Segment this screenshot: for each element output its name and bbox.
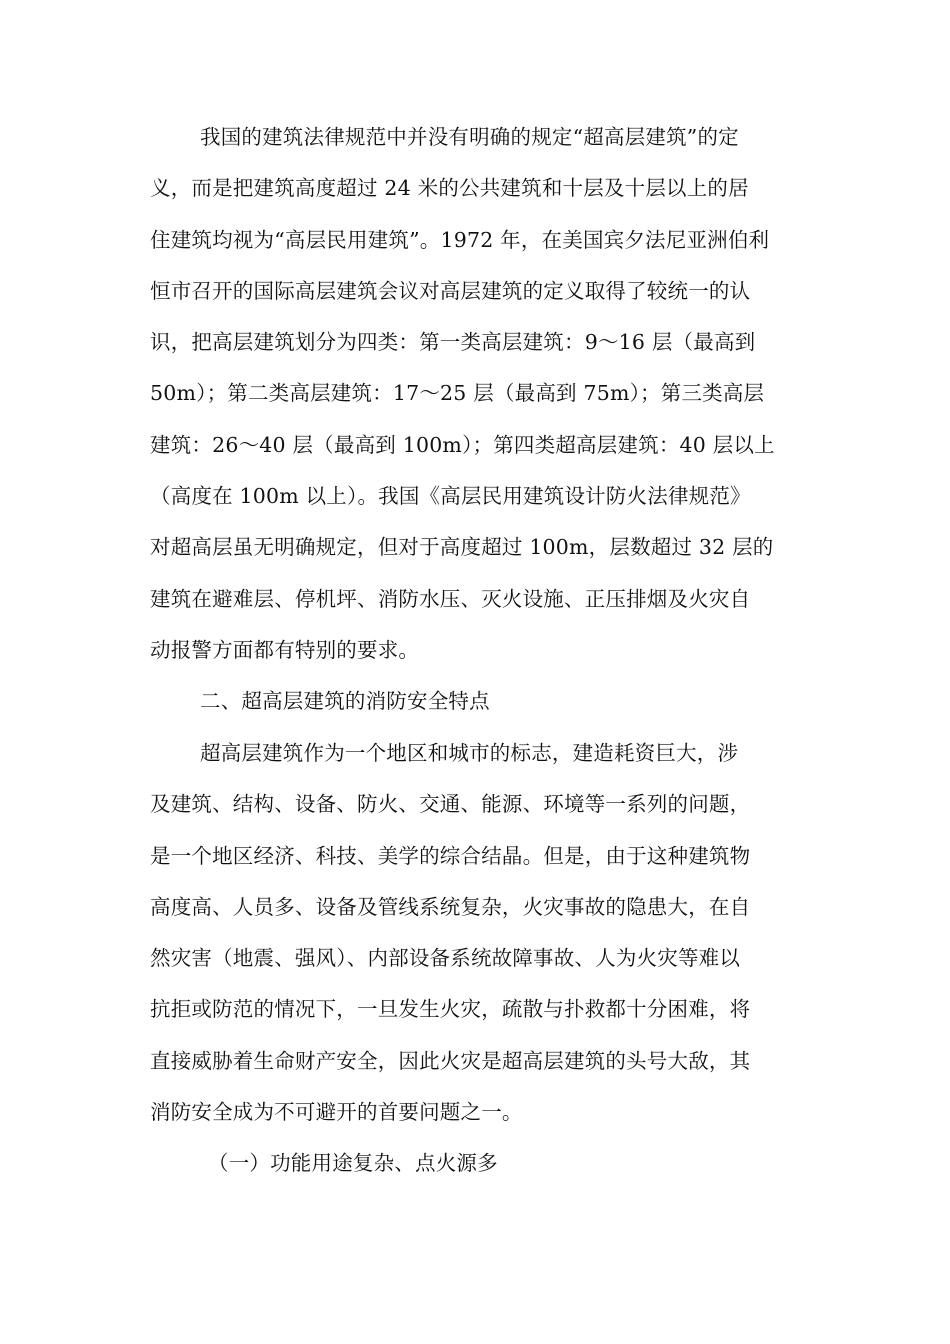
paragraph-characteristics [150, 728, 800, 1138]
section-heading [150, 676, 800, 727]
paragraph-line: 50m）；第二类高层建筑：17～25 层（最高到 75m）；第三类高层 [150, 381, 765, 406]
paragraph-line: 住建筑均视为“高层民用建筑”。1972 年，在美国宾夕法尼亚洲伯利 [150, 227, 770, 252]
paragraph-line: 是一个地区经济、科技、美学的综合结晶。但是，由于这种建筑物 [150, 843, 751, 868]
paragraph-line: （高度在 100m 以上）。我国《高层民用建筑设计防火法律规范》 [150, 484, 751, 509]
paragraph-line: 建筑在避难层、停机坪、消防水压、灭火设施、正压排烟及火灾自 [150, 586, 751, 611]
paragraph-line: 我国的建筑法律规范中并没有明确的规定“超高层建筑”的定 [200, 125, 739, 149]
paragraph-line: 超高层建筑作为一个地区和城市的标志，建造耗资巨大，涉 [200, 741, 739, 765]
sub-section-heading [150, 1138, 800, 1189]
paragraph-line: 高度高、人员多、设备及管线系统复杂，火灾事故的隐患大，在自 [150, 894, 751, 919]
section-heading-text: 二、超高层建筑的消防安全特点 [200, 689, 490, 713]
paragraph-line: 建筑：26～40 层（最高到 100m）；第四类超高层建筑：40 层以上 [150, 432, 775, 457]
paragraph-line: 直接威胁着生命财产安全，因此火灾是超高层建筑的头号大敌，其 [150, 1048, 751, 1073]
paragraph-line: 对超高层虽无明确规定，但对于高度超过 100m，层数超过 32 层的 [150, 535, 774, 560]
paragraph-line: 恒市召开的国际高层建筑会议对高层建筑的定义取得了较统一的认 [150, 278, 751, 303]
paragraph-line: 动报警方面都有特别的要求。 [150, 637, 420, 662]
paragraph-line: 识，把高层建筑划分为四类：第一类高层建筑：9～16 层（最高到 [150, 330, 756, 355]
sub-section-heading-text: （一）功能用途复杂、点火源多 [208, 1151, 498, 1175]
paragraph-line: 消防安全成为不可避开的首要问题之一。 [150, 1100, 523, 1125]
paragraph-definition [150, 112, 800, 676]
paragraph-line: 及建筑、结构、设备、防火、交通、能源、环境等一系列的问题， [150, 792, 751, 817]
paragraph-line: 然灾害（地震、强风）、内部设备系统故障事故、人为火灾等难以 [150, 946, 741, 971]
paragraph-line: 义，而是把建筑高度超过 24 米的公共建筑和十层及十层以上的居 [150, 176, 749, 201]
paragraph-line: 抗拒或防范的情况下，一旦发生火灾，疏散与扑救都十分困难，将 [150, 997, 751, 1022]
